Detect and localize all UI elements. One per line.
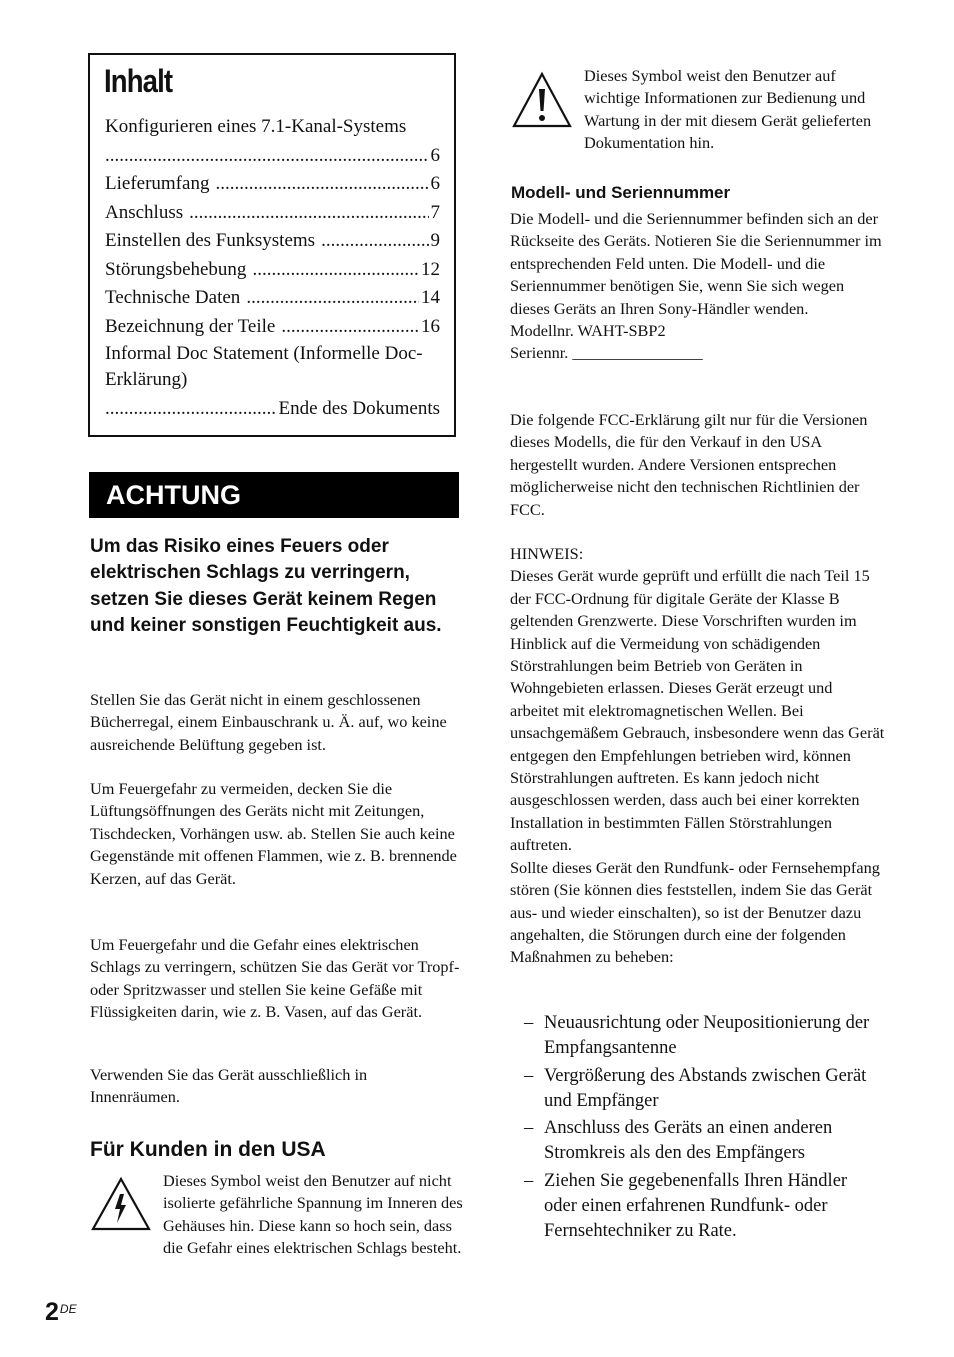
toc-leader-dots — [321, 227, 428, 256]
indoor-paragraph: Verwenden Sie das Gerät ausschließlich in Innenräumen. — [90, 1065, 368, 1107]
toc-entry-konfigurieren[interactable] — [105, 113, 440, 142]
toc-entry-page: 14 — [421, 287, 440, 308]
exclamation-warning-icon — [511, 71, 573, 129]
toc-entry-informal-doc-page[interactable] — [105, 395, 440, 424]
sollte-text: Sollte dieses Gerät den Rundfunk- oder Fernsehempfang stören (Sie können dies feststellen, indem Sie das Gerät aus- und wieder einschalten), so ist der Benutzer dazu angehalten, die Störungen durch eine der folgenden Maßnahmen zu beheben: — [510, 857, 880, 967]
page-number-value: 2 — [45, 1298, 59, 1326]
toc-entry-label: Einstellen des Funksystems — [105, 230, 316, 251]
toc-entry-page: 6 — [430, 173, 440, 194]
page-language: DE — [59, 1302, 77, 1316]
usa-heading: Für Kunden in den USA — [90, 1138, 326, 1161]
list-dash: – — [524, 1065, 534, 1086]
ventilation-paragraph: Stellen Sie das Gerät nicht in einem geschlossenen Bücherregal, einem Einbauschrank u. Ä. auf, wo keine ausreichende Belüftung gegeben ist. — [90, 690, 447, 754]
toc-entry-anschluss[interactable] — [105, 199, 440, 228]
toc-entry-label: Technische Daten — [105, 287, 241, 308]
toc-entry-informal-doc[interactable] — [105, 341, 440, 393]
list-dash: – — [524, 1013, 534, 1033]
fire-warning: Um das Risiko eines Feuers oder elektrischen Schlags zu verringern, setzen Sie dieses Gerät keinem Regen und keiner sonstigen Feuchtigkeit aus. — [90, 536, 442, 636]
list-item-text: Ziehen Sie gegebenenfalls Ihren Händler oder einen erfahrenen Rundfunk- oder Fernsehtechniker zu Rate. — [544, 1170, 848, 1241]
hinweis-text: Dieses Gerät wurde geprüft und erfüllt die nach Teil 15 der FCC-Ordnung für digitale Geräte der Klasse B geltenden Grenzwerte. Diese Vorschriften wurden im Hinblick auf die Vermeidung von schädigenden Störstrahlungen beim Betrieb von Geräten in Wohngebieten erlassen. Dieses Gerät erzeugt und arbeitet mit elektromagnetischen Wellen. Bei unsachgemäßem Gebrauch, insbesondere wenn das Gerät entgegen den Empfehlungen betrieben wird, können Störstrahlungen auftreten. Es kann jedoch nicht ausgeschlossen werden, dass auch bei einer korrekten Installation in bestimmten Fällen Störstrahlungen auftreten. — [510, 566, 885, 855]
toc-entry-page: 16 — [421, 315, 440, 337]
hinweis-label: HINWEIS: — [510, 544, 584, 563]
page-number — [45, 1298, 77, 1327]
toc-leader-dots — [105, 395, 277, 424]
list-dash: – — [524, 1118, 534, 1138]
fcc-intro: Die folgende FCC-Erklärung gilt nur für die Versionen dieses Modells, die für den Verkauf in den USA hergestellt wurden. Andere Versionen entsprechen möglicherweise nicht den technischen Richtlinien der FCC. — [510, 410, 868, 519]
list-item — [524, 1011, 879, 1061]
model-text: Die Modell- und die Seriennummer befinden sich an der Rückseite des Geräts. Notieren Sie die Seriennummer im entsprechenden Feld unten. Die Modell- und die Seriennummer benötigen Sie, wenn Sie sich wegen dieses Geräts an Ihren Sony-Händler wenden. — [510, 209, 882, 318]
list-item-text: Vergrößerung des Abstands zwischen Gerät und Empfänger — [544, 1065, 867, 1111]
model-heading: Modell- und Seriennummer — [511, 183, 731, 202]
list-dash: – — [524, 1170, 534, 1191]
toc-list — [105, 113, 440, 424]
toc-entry-label: Lieferumfang — [105, 173, 210, 194]
water-paragraph: Um Feuergefahr und die Gefahr eines elektrischen Schlags zu verringern, schützen Sie das Gerät vor Tropf- oder Spritzwasser und stellen Sie keine Gefäße mit Flüssigkeiten darin, wie z. B. Vasen, auf das Gerät. — [90, 935, 460, 1022]
openings-paragraph: Um Feuergefahr zu vermeiden, decken Sie die Lüftungsöffnungen des Geräts nicht mit Zeitungen, Tischdecken, Vorhängen usw. ab. Stellen Sie auch keine Gegenstände mit offenen Flammen, wie z. B. brennende Kerzen, auf das Gerät. — [90, 779, 457, 888]
toc-entry-konfigurieren-page[interactable] — [105, 142, 440, 171]
lightning-description: Dieses Symbol weist den Benutzer auf nicht isolierte gefährliche Spannung im Inneren des Gehäuses hin. Diese kann so hoch sein, dass die Gefahr eines elektrischen Schlags besteht. — [163, 1171, 463, 1258]
toc-entry-page: Ende des Dokuments — [278, 398, 440, 419]
list-item-text: Anschluss des Geräts an einen anderen Stromkreis als den des Empfängers — [544, 1118, 833, 1163]
toc-entry-lieferumfang[interactable] — [105, 170, 440, 199]
toc-leader-dots — [246, 284, 419, 313]
lightning-warning-icon — [90, 1176, 152, 1232]
toc-entry-page: 7 — [430, 201, 440, 223]
toc-entry-stoerungsbehebung[interactable] — [105, 256, 440, 285]
list-item — [524, 1064, 879, 1114]
list-item-text: Neuausrichtung oder Neupositionierung der Empfangsantenne — [544, 1013, 870, 1058]
toc-entry-label: Informal Doc Statement (Informelle Doc-Erklärung) — [105, 343, 423, 390]
measures-list — [524, 1011, 879, 1246]
toc-entry-page: 9 — [430, 230, 440, 251]
fcc-hinweis — [510, 543, 885, 969]
toc-entry-label: Anschluss — [105, 201, 184, 223]
toc-entry-label: Konfigurieren eines 7.1-Kanal-Systems — [105, 116, 407, 137]
toc-entry-bezeichnung[interactable] — [105, 313, 440, 342]
list-item — [524, 1116, 879, 1166]
toc-leader-dots — [189, 199, 428, 228]
toc-leader-dots — [252, 256, 419, 285]
toc-leader-dots — [105, 142, 429, 171]
model-paragraph — [510, 208, 885, 365]
serial-number-line[interactable]: Seriennr. ________________ — [510, 343, 703, 363]
toc-entry-funksystem[interactable] — [105, 227, 440, 256]
list-item — [524, 1169, 879, 1244]
toc-entry-page: 6 — [430, 144, 440, 166]
model-number-line: Modellnr. WAHT-SBP2 — [510, 321, 666, 341]
toc-title: Inhalt — [104, 63, 173, 99]
exclamation-description: Dieses Symbol weist den Benutzer auf wichtige Informationen zur Bedienung und Wartung in der mit diesem Gerät gelieferten Dokumentation hin. — [584, 66, 872, 153]
toc-entry-label: Bezeichnung der Teile — [105, 315, 276, 337]
toc-box — [88, 53, 456, 437]
achtung-banner: ACHTUNG — [89, 472, 459, 518]
toc-leader-dots — [215, 170, 428, 199]
toc-entry-label: Störungsbehebung — [105, 258, 247, 280]
toc-entry-page: 12 — [421, 258, 440, 280]
toc-entry-technische-daten[interactable] — [105, 284, 440, 313]
toc-leader-dots — [281, 313, 419, 342]
